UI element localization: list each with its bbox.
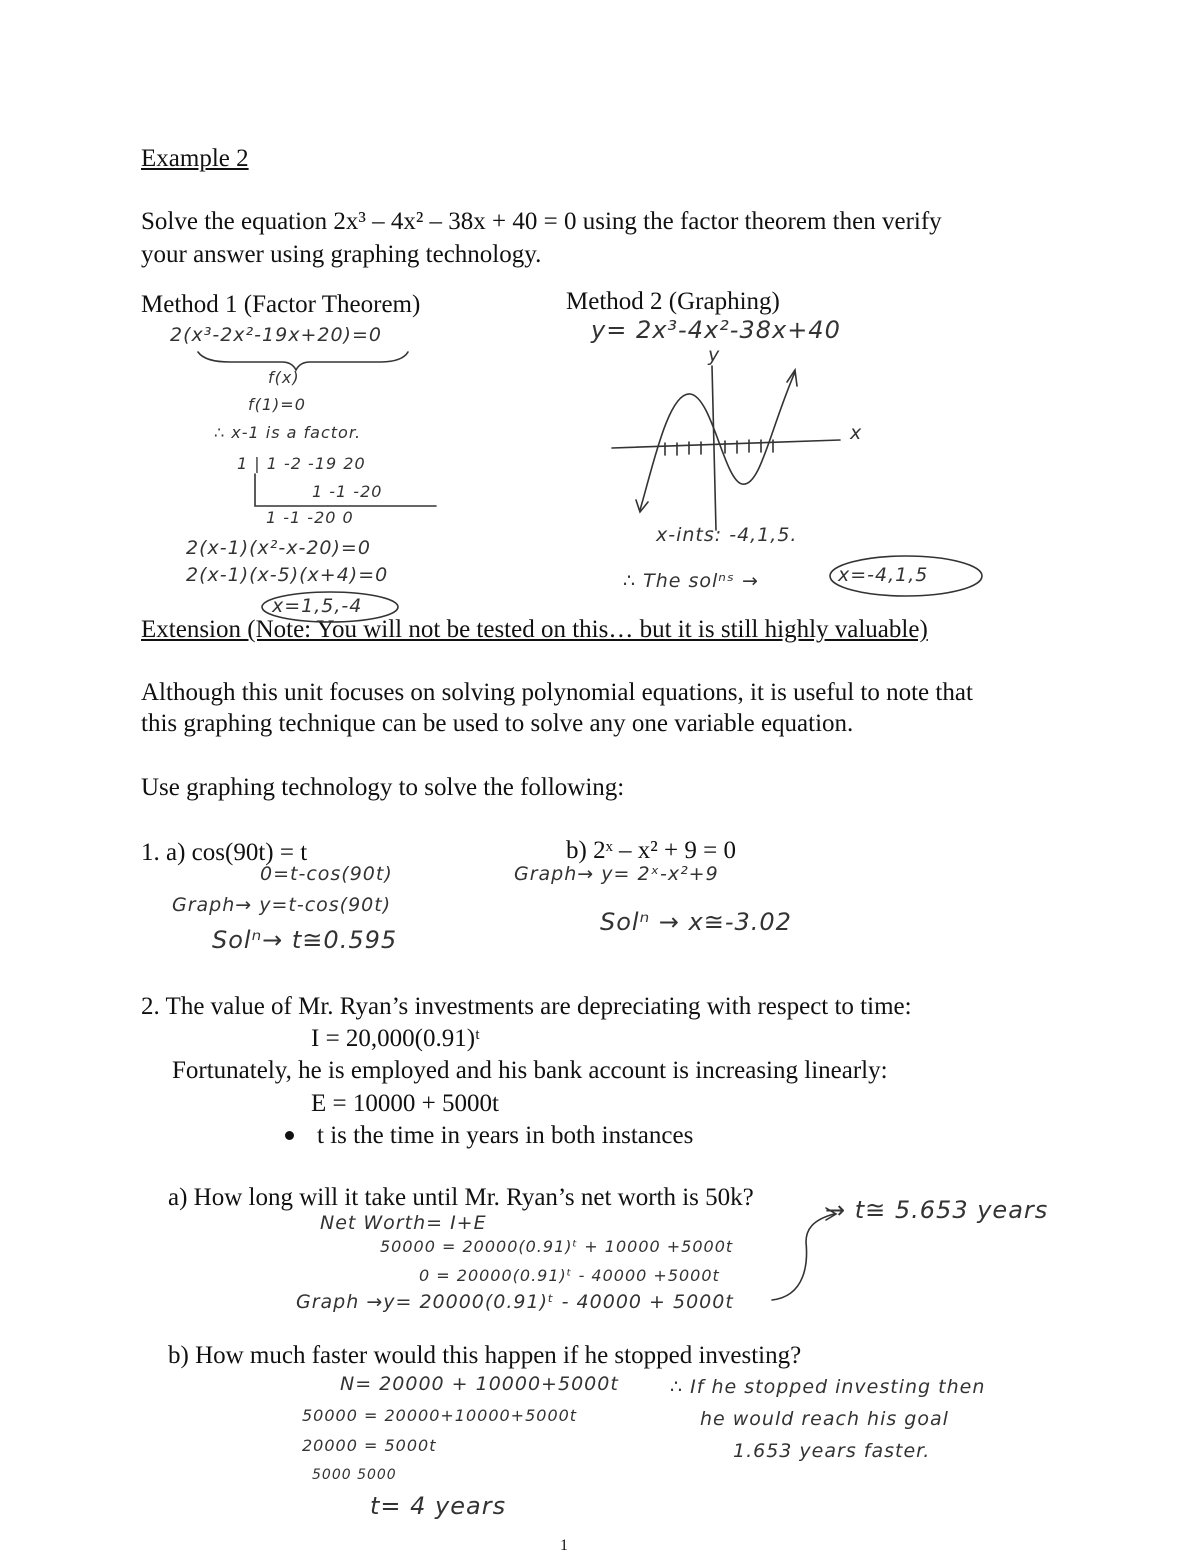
q2b-conclusion-line-1: ∴ If he stopped investing then bbox=[670, 1376, 986, 1398]
method1-answer: x=1,5,-4 bbox=[272, 595, 363, 617]
q2a-step-2: 50000 = 20000(0.91)ᵗ + 10000 +5000t bbox=[380, 1237, 734, 1256]
synthetic-division-row-3: 1 -1 -20 0 bbox=[266, 508, 354, 527]
q2b-conclusion-line-2: he would reach his goal bbox=[700, 1408, 949, 1430]
q2b-step-1: N= 20000 + 10000+5000t bbox=[340, 1373, 619, 1395]
synthetic-division-bracket bbox=[255, 474, 436, 506]
q2-formula-earnings: E = 10000 + 5000t bbox=[311, 1090, 499, 1117]
q2b-step-2: 50000 = 20000+10000+5000t bbox=[302, 1406, 578, 1425]
intro-line-1: Solve the equation 2x³ – 4x² – 38x + 40 = 0 using the factor theorem then verify bbox=[141, 208, 942, 235]
q2-line-1: 2. The value of Mr. Ryan’s investments are depreciating with respect to time: bbox=[141, 993, 912, 1020]
graph-cubic-curve bbox=[640, 372, 795, 510]
q1a-step-1: 0=t-cos(90t) bbox=[260, 863, 393, 885]
intro-line-2: your answer using graphing technology. bbox=[141, 241, 542, 268]
method1-step-5: 2(x-1)(x²-x-20)=0 bbox=[186, 537, 371, 559]
method1-heading: Method 1 (Factor Theorem) bbox=[141, 291, 421, 318]
q2b-question: b) How much faster would this happen if he stopped investing? bbox=[168, 1342, 802, 1369]
method1-answer-circle bbox=[262, 592, 398, 622]
method2-therefore: ∴ The solⁿˢ → bbox=[623, 570, 759, 592]
extension-para-line-1: Although this unit focuses on solving polynomial equations, it is useful to note that bbox=[141, 679, 973, 706]
extension-instruction: Use graphing technology to solve the following: bbox=[141, 774, 625, 801]
method2-equation: y= 2x³-4x²-38x+40 bbox=[591, 316, 841, 344]
method2-heading: Method 2 (Graphing) bbox=[566, 288, 780, 315]
graph-x-axis-label: x bbox=[850, 422, 863, 444]
q2b-step-3: 20000 = 5000t bbox=[302, 1436, 437, 1455]
method1-step-4: ∴ x-1 is a factor. bbox=[214, 423, 362, 442]
q2b-step-3-denominator: 5000 5000 bbox=[312, 1467, 397, 1483]
q2b-step-4: t= 4 years bbox=[370, 1492, 507, 1520]
q2a-connector-arrowhead bbox=[826, 1208, 836, 1220]
q1a-step-2: Graph→ y=t-cos(90t) bbox=[172, 894, 392, 916]
underbrace-mark bbox=[198, 352, 408, 370]
method2-answer: x=-4,1,5 bbox=[838, 564, 929, 586]
q2a-answer: → t≅ 5.653 years bbox=[825, 1196, 1049, 1224]
graph-x-axis bbox=[612, 440, 840, 448]
example-title: Example 2 bbox=[141, 145, 249, 172]
q1b-solution: Solⁿ → x≅-3.02 bbox=[600, 908, 792, 936]
extension-para-line-2: this graphing technique can be used to solve any one variable equation. bbox=[141, 710, 854, 737]
q1b-step-1: Graph→ y= 2ˣ-x²+9 bbox=[514, 863, 719, 885]
method2-x-intercepts: x-ints: -4,1,5. bbox=[656, 524, 798, 546]
graph-y-axis-label: y bbox=[708, 344, 721, 366]
q2a-step-4: Graph →y= 20000(0.91)ᵗ - 40000 + 5000t bbox=[296, 1291, 734, 1313]
page-mark: 1 bbox=[560, 1537, 568, 1554]
synthetic-division-row-1: 1 | 1 -2 -19 20 bbox=[237, 454, 366, 473]
q2-bullet-text: t is the time in years in both instances bbox=[317, 1122, 694, 1149]
method1-step-6: 2(x-1)(x-5)(x+4)=0 bbox=[186, 564, 389, 586]
q2a-question: a) How long will it take until Mr. Ryan’s net worth is 50k? bbox=[168, 1184, 754, 1211]
q1a-label: 1. a) cos(90t) = t bbox=[141, 839, 308, 866]
graph-y-axis bbox=[712, 366, 716, 530]
q2-formula-investments: I = 20,000(0.91)ᵗ bbox=[311, 1025, 480, 1052]
method1-step-2: f(x) bbox=[268, 368, 300, 387]
extension-heading: Extension (Note: You will not be tested on this… but it is still highly valuable) bbox=[141, 616, 928, 643]
method1-step-3: f(1)=0 bbox=[248, 395, 306, 414]
method2-answer-circle bbox=[830, 556, 982, 596]
q2a-step-1: Net Worth= I+E bbox=[320, 1212, 487, 1234]
synthetic-division-row-2: 1 -1 -20 bbox=[312, 482, 383, 501]
q2b-conclusion-line-3: 1.653 years faster. bbox=[733, 1440, 931, 1462]
q2a-step-3: 0 = 20000(0.91)ᵗ - 40000 +5000t bbox=[419, 1266, 720, 1285]
q1b-label: b) 2ˣ – x² + 9 = 0 bbox=[566, 837, 736, 864]
method1-step-1: 2(x³-2x²-19x+20)=0 bbox=[170, 324, 382, 346]
q2-line-2: Fortunately, he is employed and his bank account is increasing linearly: bbox=[172, 1057, 888, 1084]
q1a-solution: Solⁿ→ t≅0.595 bbox=[212, 926, 398, 954]
q2a-connector bbox=[772, 1214, 834, 1300]
